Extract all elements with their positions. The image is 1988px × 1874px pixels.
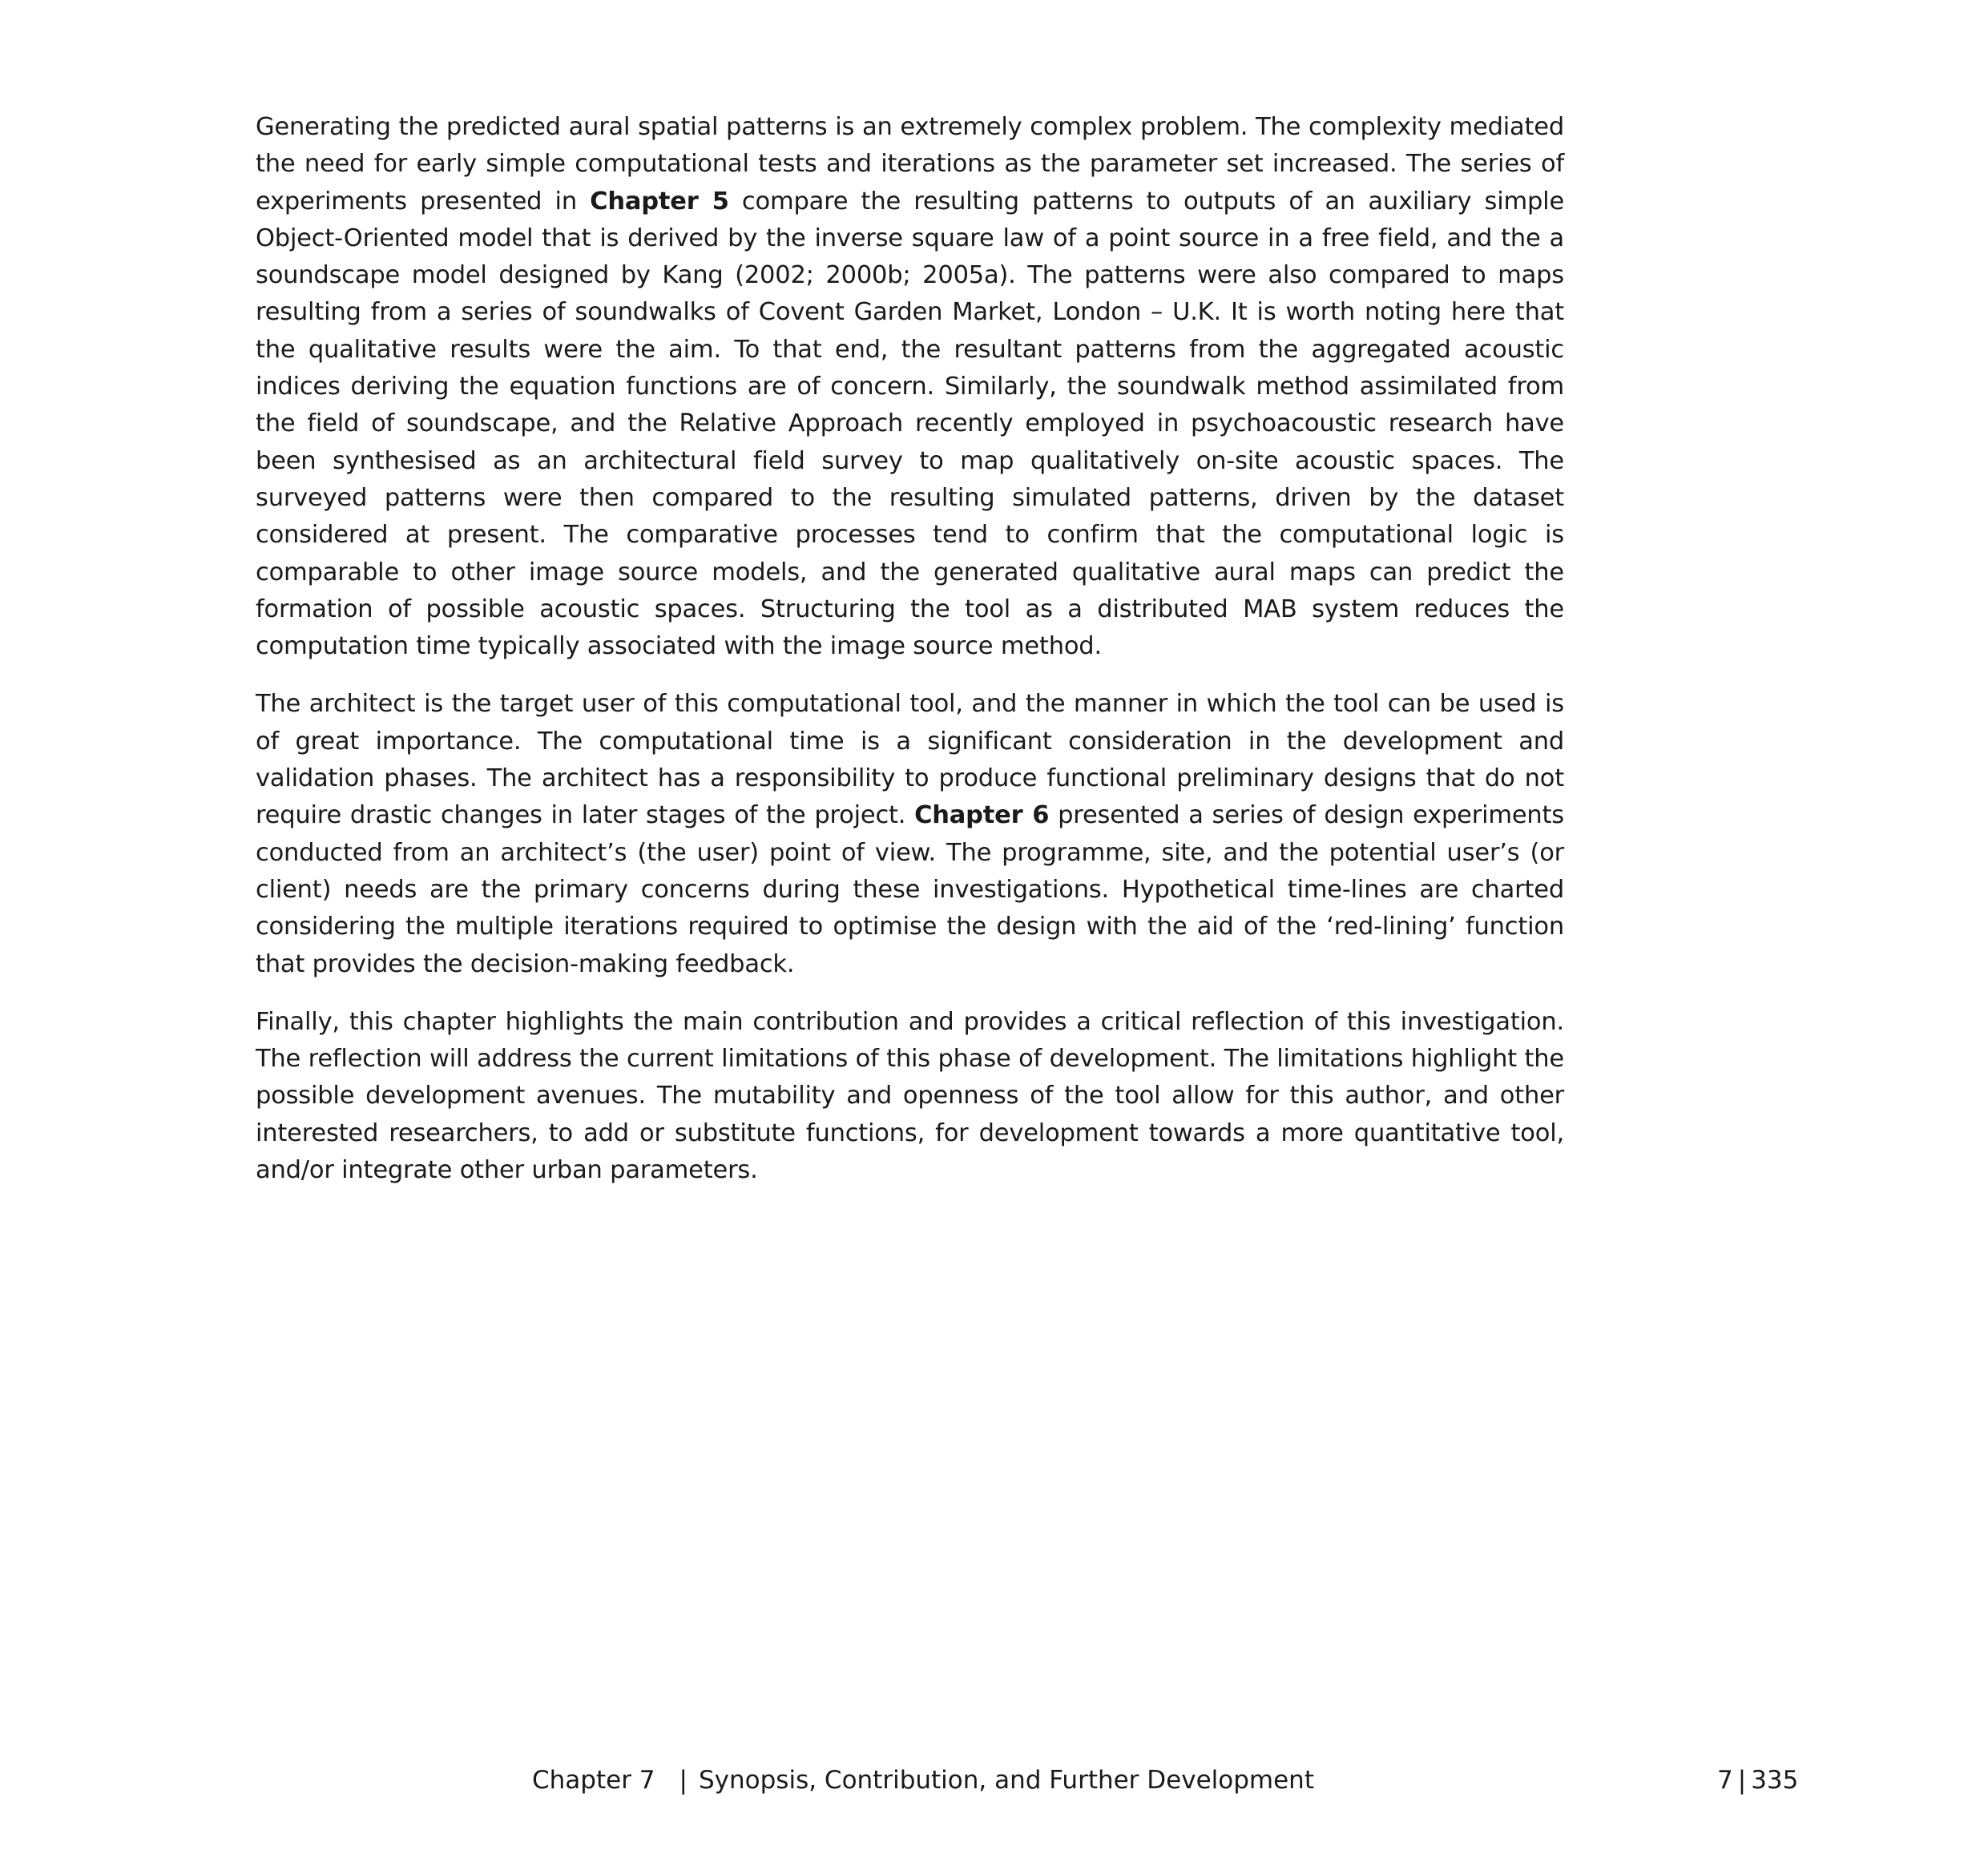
- paragraph-3-text: Finally, this chapter highlights the main contribution and provides a critical reflection of this investigation. The reflection will address the current limitations of this phase of development. The limitations highlight the possible development avenues. The mutability and openness of the tool allow for this author, and other interested researchers, to add or substitute functions, for development towards a more quantitative tool, and/or integrate other urban parameters.: [256, 1007, 1564, 1185]
- chapter-6-reference: Chapter 6: [914, 801, 1050, 830]
- paragraph-2: [256, 686, 1564, 982]
- paragraph-1-text-b: compare the resulting patterns to outputs of an auxiliary simple Object-Oriented model that is derived by the inverse square law of a point source in a free field, and the a soundscape model designed by Kang (2002; 2000b; 2005a). The patterns were also compared to maps resulting from a series of soundwalks of Covent Garden Market, London – U.K. It is worth noting here that the qualitative results were the aim. To that end, the resultant patterns from the aggregated acoustic indices deriving the equation functions are of concern. Similarly, the soundwalk method assimilated from the field of soundscape, and the Relative Approach recently employed in psychoacoustic research have been synthesised as an architectural field survey to map qualitatively on-site acoustic spaces. The surveyed patterns were then compared to the resulting simulated patterns, driven by the dataset considered at present. The comparative processes tend to confirm that the computational logic is comparable to other image source models, and the generated qualitative aural maps can predict the formation of possible acoustic spaces. Structuring the tool as a distributed MAB system reduces the computation time typically associated with the image source method.: [256, 187, 1565, 661]
- paragraph-2-text-a: The architect is the target user of this computational tool, and the manner in which the tool can be used is of great importance. The computational time is a significant consideration in the development and validation phases. The architect has a responsibility to produce functional preliminary designs that do not require drastic changes in later stages of the project.: [256, 690, 1564, 830]
- paragraph-1: [256, 109, 1564, 665]
- page-number: [1717, 1764, 1798, 1796]
- footer-chapter: Chapter 7: [532, 1766, 655, 1795]
- footer-page-number: 335: [1751, 1766, 1799, 1795]
- footer-title: Synopsis, Contribution, and Further Development: [698, 1766, 1314, 1795]
- chapter-5-reference: Chapter 5: [590, 187, 729, 216]
- body-text: [256, 109, 1564, 1210]
- footer-chapter-page: 7: [1717, 1766, 1733, 1795]
- page-number-separator: |: [1737, 1766, 1747, 1795]
- paragraph-2-text-b: presented a series of design experiments conducted from an architect’s (the user) point of view. The programme, site, and the potential user’s (or client) needs are the primary concerns during these investigations. Hypothetical time-lines are charted considering the multiple iterations required to optimise the design with the aid of the ‘red-lining’ function that provides the decision-making feedback.: [256, 801, 1564, 978]
- running-footer: [532, 1764, 1314, 1796]
- footer-separator: |: [679, 1766, 688, 1795]
- paragraph-3: [256, 1004, 1564, 1189]
- paragraph-1-text-a: Generating the predicted aural spatial patterns is an extremely complex problem. The complexity mediated the need for early simple computational tests and iterations as the parameter set increased. The series of experiments presented in: [256, 113, 1564, 216]
